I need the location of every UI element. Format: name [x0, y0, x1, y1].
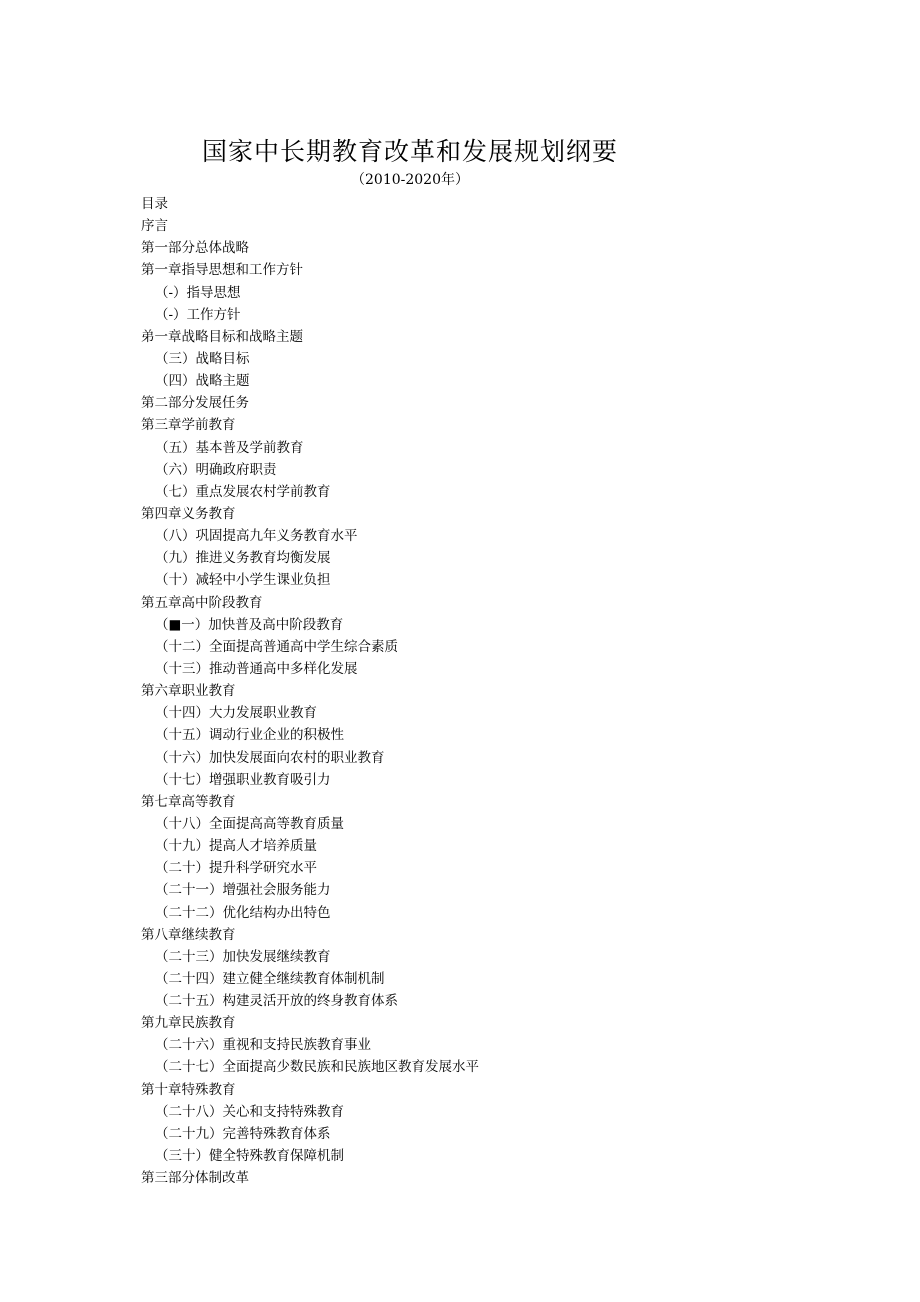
toc-section-item: （三）战略目标: [155, 350, 250, 367]
toc-section-item: （■一）加快普及高中阶段教育: [155, 616, 344, 633]
toc-section-item: （二十二）优化结构办出特色: [155, 904, 331, 921]
toc-heading-item: 第八章继续教育: [141, 926, 236, 943]
toc-section-item: （二十八）关心和支持特殊教育: [155, 1103, 344, 1120]
toc-section-item: （九）推进义务教育均衡发展: [155, 550, 331, 567]
toc-section-item: （十六）加快发展面向农村的职业教育: [155, 749, 385, 766]
toc-section-item: （二十三）加快发展继续教育: [155, 948, 331, 965]
toc-section-item: （-）指导思想: [155, 284, 241, 301]
toc-heading-item: 序言: [141, 218, 168, 235]
toc-section-item: （十五）调动行业企业的积极性: [155, 727, 344, 744]
toc-section-item: （七）重点发展农村学前教育: [155, 483, 331, 500]
toc-section-item: （二十）提升科学研究水平: [155, 860, 317, 877]
toc-section-item: （四）战略主题: [155, 373, 250, 390]
toc-heading-item: 第二部分发展任务: [141, 395, 249, 412]
toc-heading-item: 弟一章战略目标和战略主题: [141, 328, 303, 345]
toc-section-item: （十八）全面提高高等教育质量: [155, 815, 344, 832]
document-subtitle: （2010-2020年）: [351, 172, 469, 188]
toc-section-item: （二十一）增强社会服务能力: [155, 882, 331, 899]
toc-heading-item: 第一部分总体战略: [141, 240, 249, 257]
toc-heading-item: 第九章民族教育: [141, 1015, 236, 1032]
toc-section-item: （-）工作方针: [155, 306, 241, 323]
toc-section-item: （二十四）建立健全继续教育体制机制: [155, 970, 385, 987]
document-title: 国家中长期教育改革和发展规划纲要: [201, 137, 618, 166]
toc-heading-item: 第五章高中阶段教育: [141, 594, 263, 611]
toc-heading-item: 第一章指导思想和工作方针: [141, 262, 303, 279]
toc-section-item: （五）基本普及学前教育: [155, 439, 304, 456]
toc-section-item: （二十九）完善特殊教育体系: [155, 1125, 331, 1142]
toc-section-item: （二十七）全面提高少数民族和民族地区教育发展水平: [155, 1059, 479, 1076]
toc-heading-item: 目录: [141, 196, 168, 212]
toc-section-item: （三十）健全特殊教育保障机制: [155, 1148, 344, 1165]
toc-section-item: （十）减轻中小学生课业负担: [155, 572, 331, 589]
toc-heading-item: 第七章高等教育: [141, 793, 236, 810]
toc-section-item: （二十六）重视和支持民族教育事业: [155, 1037, 371, 1054]
toc-heading-item: 第六章职业教育: [141, 683, 236, 700]
toc-section-item: （二十五）构建灵活开放的终身教育体系: [155, 993, 398, 1010]
toc-section-item: （十九）提高人才培养质量: [155, 838, 317, 855]
toc-heading-item: 第四章义务教育: [141, 505, 236, 522]
toc-section-item: （十二）全面提高普通高中学生综合素质: [155, 638, 398, 655]
toc-section-item: （十四）大力发展职业教育: [155, 705, 317, 722]
toc-section-item: （八）巩固提高九年义务教育水平: [155, 528, 358, 545]
toc-section-item: （十七）增强职业教育吸引力: [155, 771, 331, 788]
toc-section-item: （六）明确政府职责: [155, 461, 277, 478]
toc-heading-item: 第三章学前教育: [141, 417, 236, 434]
table-of-contents: [141, 193, 479, 1189]
toc-section-item: （十三）推动普通高中多样化发展: [155, 660, 358, 677]
toc-heading-item: 第十章特殊教育: [141, 1081, 236, 1098]
toc-heading-item: 第三部分体制改革: [141, 1170, 249, 1187]
